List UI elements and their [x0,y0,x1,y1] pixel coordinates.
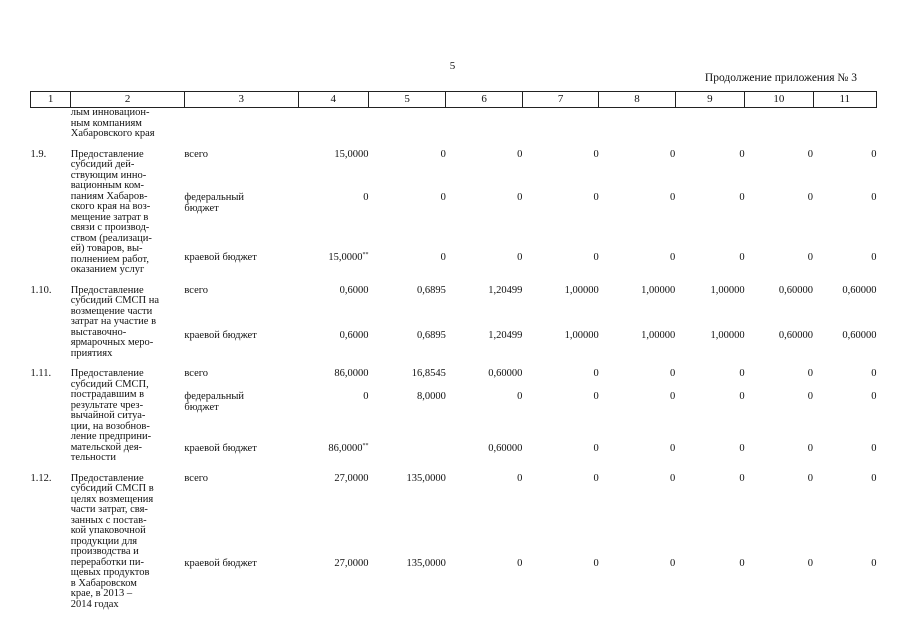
carry-over-empty-cell [813,108,876,140]
value-cell [368,559,445,610]
description-line: Предоставление [70,368,144,379]
row-number: 1.11. [30,368,52,379]
header-row [31,92,877,108]
description-line: субсидий СМСП на [70,295,160,306]
value-text: 0 [593,148,599,160]
value-cell [599,150,675,194]
budget-source [184,369,298,392]
value-cell [298,392,368,444]
value-text: 0 [669,192,676,204]
value-cell [298,559,368,610]
row-spacer-cell [31,276,877,286]
value-text: 0,6000 [339,330,369,342]
value-text: 0 [739,557,745,569]
value-cell [745,474,813,559]
budget-source [184,474,298,559]
value-text: 0 [807,148,814,160]
value-text: 0 [871,557,877,569]
value-text: 0 [871,443,877,455]
description-line: целях возмещения [70,493,154,505]
value-cell [745,150,813,194]
carry-over-empty-cell [368,108,445,140]
value-text: 0 [807,192,814,204]
carry-over-empty-cell [522,108,598,140]
description-line: результате чрез- [70,399,144,411]
row-description [71,150,185,276]
budget-source [184,392,298,444]
value-text: 1,00000 [710,284,745,296]
value-text: 0 [669,472,676,484]
table-row [31,150,877,194]
value-text: 0 [593,443,599,455]
value-text: 27,0000 [334,557,369,569]
value-text: 0 [739,391,745,403]
value-cell [599,331,675,359]
carry-over-empty-cell [446,108,522,140]
col-header-8: 8 [599,92,675,108]
value-cell [599,193,675,253]
value-text: 0 [593,557,599,569]
value-cell [522,392,598,444]
description-line: пострадавшим в [70,389,145,400]
value-text: 0 [593,192,599,204]
col-header-6: 6 [446,92,522,108]
col-header-10: 10 [745,92,813,108]
value-cell [813,474,876,559]
description-line: части затрат, свя- [70,504,148,515]
value-text: 1,00000 [641,284,676,296]
description-line: затрат на участие в [70,316,157,327]
value-text: 0 [871,148,877,160]
value-text: 0 [363,391,369,403]
value-cell [813,253,876,275]
value-text: 0 [871,368,877,379]
row-description [71,369,185,464]
value-text: 0 [517,192,523,204]
value-text: 0 [807,472,814,484]
row-spacer-cell [31,464,877,474]
description-line: производства и [70,546,139,557]
value-cell [446,193,522,253]
value-text: 0 [739,368,745,379]
value-text: 0 [807,252,814,264]
value-cell [675,444,744,463]
col-header-5: 5 [368,92,445,108]
description-line: мательской дея- [70,441,143,453]
value-text: 0,60000 [778,284,814,296]
carry-over-empty-cell [298,108,368,140]
value-text: 0 [517,391,523,403]
budget-source [184,253,298,275]
value-cell [675,193,744,253]
carry-over-row [31,108,877,140]
row-description [71,286,185,360]
value-text: 0,6000 [339,284,369,296]
col-header-4: 4 [298,92,368,108]
description-line: возмещение части [70,305,153,317]
col-header-7: 7 [522,92,598,108]
value-cell [368,444,445,463]
value-text: 0,6895 [417,284,446,296]
value-text: 27,0000 [334,472,369,484]
carry-over-empty-cell [599,108,675,140]
description-line: переработки пи- [70,556,144,568]
value-text: 0,60000 [778,330,814,342]
description-line: связи с производ- [70,222,150,233]
description-line: ствующим инно- [70,169,147,181]
budget-source [184,559,298,610]
value-text: 8,0000 [417,391,446,403]
budget-source [184,331,298,359]
value-cell [813,286,876,332]
value-cell [368,150,445,194]
value-cell [446,253,522,275]
value-cell [599,369,675,392]
description-line: выставочно- [70,326,127,338]
value-cell [599,474,675,559]
budget-source-line: краевой бюджет [184,330,257,342]
value-text: 0 [871,391,877,403]
value-cell [298,150,368,194]
budget-source-line: всего [184,472,209,484]
value-cell [522,444,598,463]
value-text: 1,00000 [564,284,599,296]
description-line: ей) товаров, вы- [70,243,143,254]
value-cell [599,253,675,275]
value-cell [446,444,522,463]
value-cell [813,150,876,194]
value-text: 0 [593,391,599,403]
value-cell [298,444,368,463]
value-text: 0 [807,443,814,455]
value-cell [745,331,813,359]
value-cell [745,444,813,463]
value-text: 1,20499 [488,330,523,342]
row-spacer [31,140,877,150]
value-text: 0 [807,368,814,379]
value-text: 0,6895 [417,330,446,342]
value-cell [368,193,445,253]
value-text: 0 [739,192,745,204]
carry-over-description [71,108,185,140]
budget-source-line: бюджет [184,202,219,214]
value-cell [522,474,598,559]
carry-over-empty-cell [184,108,298,140]
description-line: вационным ком- [70,180,145,191]
description-line: Предоставление [70,148,144,160]
description-line: кой упаковочной [70,525,146,536]
value-cell [446,150,522,194]
value-text: 15,0000 [334,148,369,160]
description-line: ского края на воз- [70,201,151,212]
value-text: 0 [517,557,523,569]
col-header-11: 11 [813,92,876,108]
description-line: полнением работ, [70,253,149,265]
value-cell [675,392,744,444]
value-cell [298,369,368,392]
description-line: 2014 годах [70,598,119,610]
value-cell [368,474,445,559]
description-line: тельности [70,452,117,463]
row-number: 1.12. [30,472,52,484]
budget-source-line: бюджет [184,401,219,413]
value-text: 0,60000 [842,330,877,342]
page-number: 5 [449,60,456,72]
description-line: паниям Хабаров- [70,190,148,202]
value-cell [675,286,744,332]
value-text: 0 [669,252,676,264]
value-cell [745,193,813,253]
value-text: 0 [517,148,523,160]
value-text: 0 [739,443,745,455]
budget-source-line: всего [184,148,209,160]
row-spacer [31,276,877,286]
value-cell [745,559,813,610]
value-cell [368,286,445,332]
budget-source [184,193,298,253]
value-text: 0 [807,557,814,569]
value-cell [745,286,813,332]
value-cell [446,392,522,444]
value-cell [298,474,368,559]
carry-over-empty-cell [745,108,813,140]
row-number: 1.9. [30,148,47,160]
value-cell [675,253,744,275]
row-spacer-cell [31,140,877,150]
description-line: щевых продуктов [70,567,150,578]
value-text: 0 [593,252,599,264]
value-text: 0 [669,368,676,379]
value-text: 0 [871,192,877,204]
value-cell [298,286,368,332]
row-description [71,474,185,611]
value-cell [446,286,522,332]
description-line: ством (реализаци- [70,232,152,244]
description-line: Предоставление [70,472,144,484]
value-cell [813,369,876,392]
value-cell [446,369,522,392]
value-cell [522,193,598,253]
row-number: 1.10. [30,284,52,296]
value-cell [368,331,445,359]
value-text: 0 [739,252,745,264]
appendix-table [30,91,877,610]
value-text: 1,00000 [641,330,676,342]
value-cell [675,474,744,559]
value-cell [745,253,813,275]
value-cell [298,253,368,275]
carry-over-no [31,108,71,140]
budget-source [184,286,298,332]
description-line: ление предприни- [70,431,152,442]
value-text: 0 [669,391,676,403]
carry-over-line: Хабаровского края [70,128,155,139]
value-cell [675,150,744,194]
value-cell [522,253,598,275]
value-cell [675,369,744,392]
budget-source-line: краевой бюджет [184,443,257,455]
budget-source [184,444,298,463]
table-row [31,474,877,559]
value-cell [599,392,675,444]
col-header-3: 3 [184,92,298,108]
value-text: 1,00000 [564,330,599,342]
budget-source-line: федеральный [184,192,245,204]
description-line: мещение затрат в [70,211,149,223]
value-text: 135,0000 [406,557,446,569]
value-cell [675,559,744,610]
value-text: 0 [517,472,523,484]
budget-source-line: федеральный [184,391,245,403]
value-text: 15,0000 [328,252,363,264]
budget-source-line: краевой бюджет [184,557,257,569]
value-cell [446,331,522,359]
description-line: ярмарочных меро- [70,337,154,348]
row-spacer-cell [31,359,877,369]
value-text: 0,60000 [488,443,523,455]
budget-source [184,150,298,194]
value-cell [675,331,744,359]
carry-over-empty-cell [675,108,744,140]
table-row [31,286,877,332]
value-text: 0 [440,252,446,264]
description-line: субсидий дей- [70,159,135,170]
carry-over-line: ным компаниям [70,117,142,129]
description-line: крае, в 2013 – [70,588,133,599]
col-header-2: 2 [71,92,185,108]
description-line: Предоставление [70,284,144,296]
value-cell [522,369,598,392]
description-line: вычайной ситуа- [70,410,146,421]
value-text: 0 [739,148,745,160]
value-cell [298,331,368,359]
value-text: 0 [440,148,446,160]
value-text: 1,20499 [488,284,523,296]
value-text: 0 [807,391,814,403]
footnote-marker: ** [362,252,369,259]
description-line: продукции для [70,535,138,547]
col-header-1: 1 [31,92,71,108]
value-text: 0 [363,192,369,204]
value-cell [813,193,876,253]
col-header-9: 9 [675,92,744,108]
value-cell [745,369,813,392]
value-cell [446,474,522,559]
description-line: в Хабаровском [70,577,137,589]
value-cell [522,559,598,610]
value-cell [298,193,368,253]
carry-over-line: лым инновацион- [70,107,150,118]
value-text: 0 [669,148,676,160]
budget-source-line: краевой бюджет [184,252,257,264]
value-text: 0 [440,192,446,204]
value-cell [745,392,813,444]
value-cell [813,444,876,463]
value-cell [599,444,675,463]
value-cell [813,331,876,359]
value-cell [368,253,445,275]
value-text: 0,60000 [842,284,877,296]
description-line: оказанием услуг [70,264,145,275]
value-text: 0 [871,472,877,484]
value-cell [599,559,675,610]
value-text: 0 [739,472,745,484]
value-cell [446,559,522,610]
value-text: 0 [669,443,676,455]
value-cell [599,286,675,332]
description-line: ции, на возобнов- [70,420,150,432]
value-text: 0 [593,472,599,484]
footnote-marker: ** [362,443,369,450]
value-text: 86,0000 [334,368,369,379]
value-cell [522,150,598,194]
budget-source-line: всего [184,284,209,296]
row-spacer [31,359,877,369]
value-cell [368,369,445,392]
value-text: 0 [517,252,523,264]
table-row [31,369,877,392]
value-cell [813,559,876,610]
value-text: 86,0000 [328,443,363,455]
value-text: 0 [871,252,877,264]
value-text: 0 [669,557,676,569]
value-cell [368,392,445,444]
continuation-caption: Продолжение приложения № 3 [704,72,857,84]
row-spacer [31,464,877,474]
value-text: 0,60000 [488,368,523,379]
description-line: занных с постав- [70,514,147,526]
value-text: 135,0000 [406,472,446,484]
description-line: приятиях [70,347,113,359]
description-line: субсидий СМСП в [70,483,154,494]
value-cell [522,286,598,332]
table-body [31,108,877,611]
value-cell [522,331,598,359]
budget-source-line: всего [184,368,209,379]
value-text: 0 [593,368,599,379]
value-text: 16,8545 [411,368,446,379]
description-line: субсидий СМСП, [70,378,149,390]
value-text: 1,00000 [710,330,745,342]
value-cell [813,392,876,444]
